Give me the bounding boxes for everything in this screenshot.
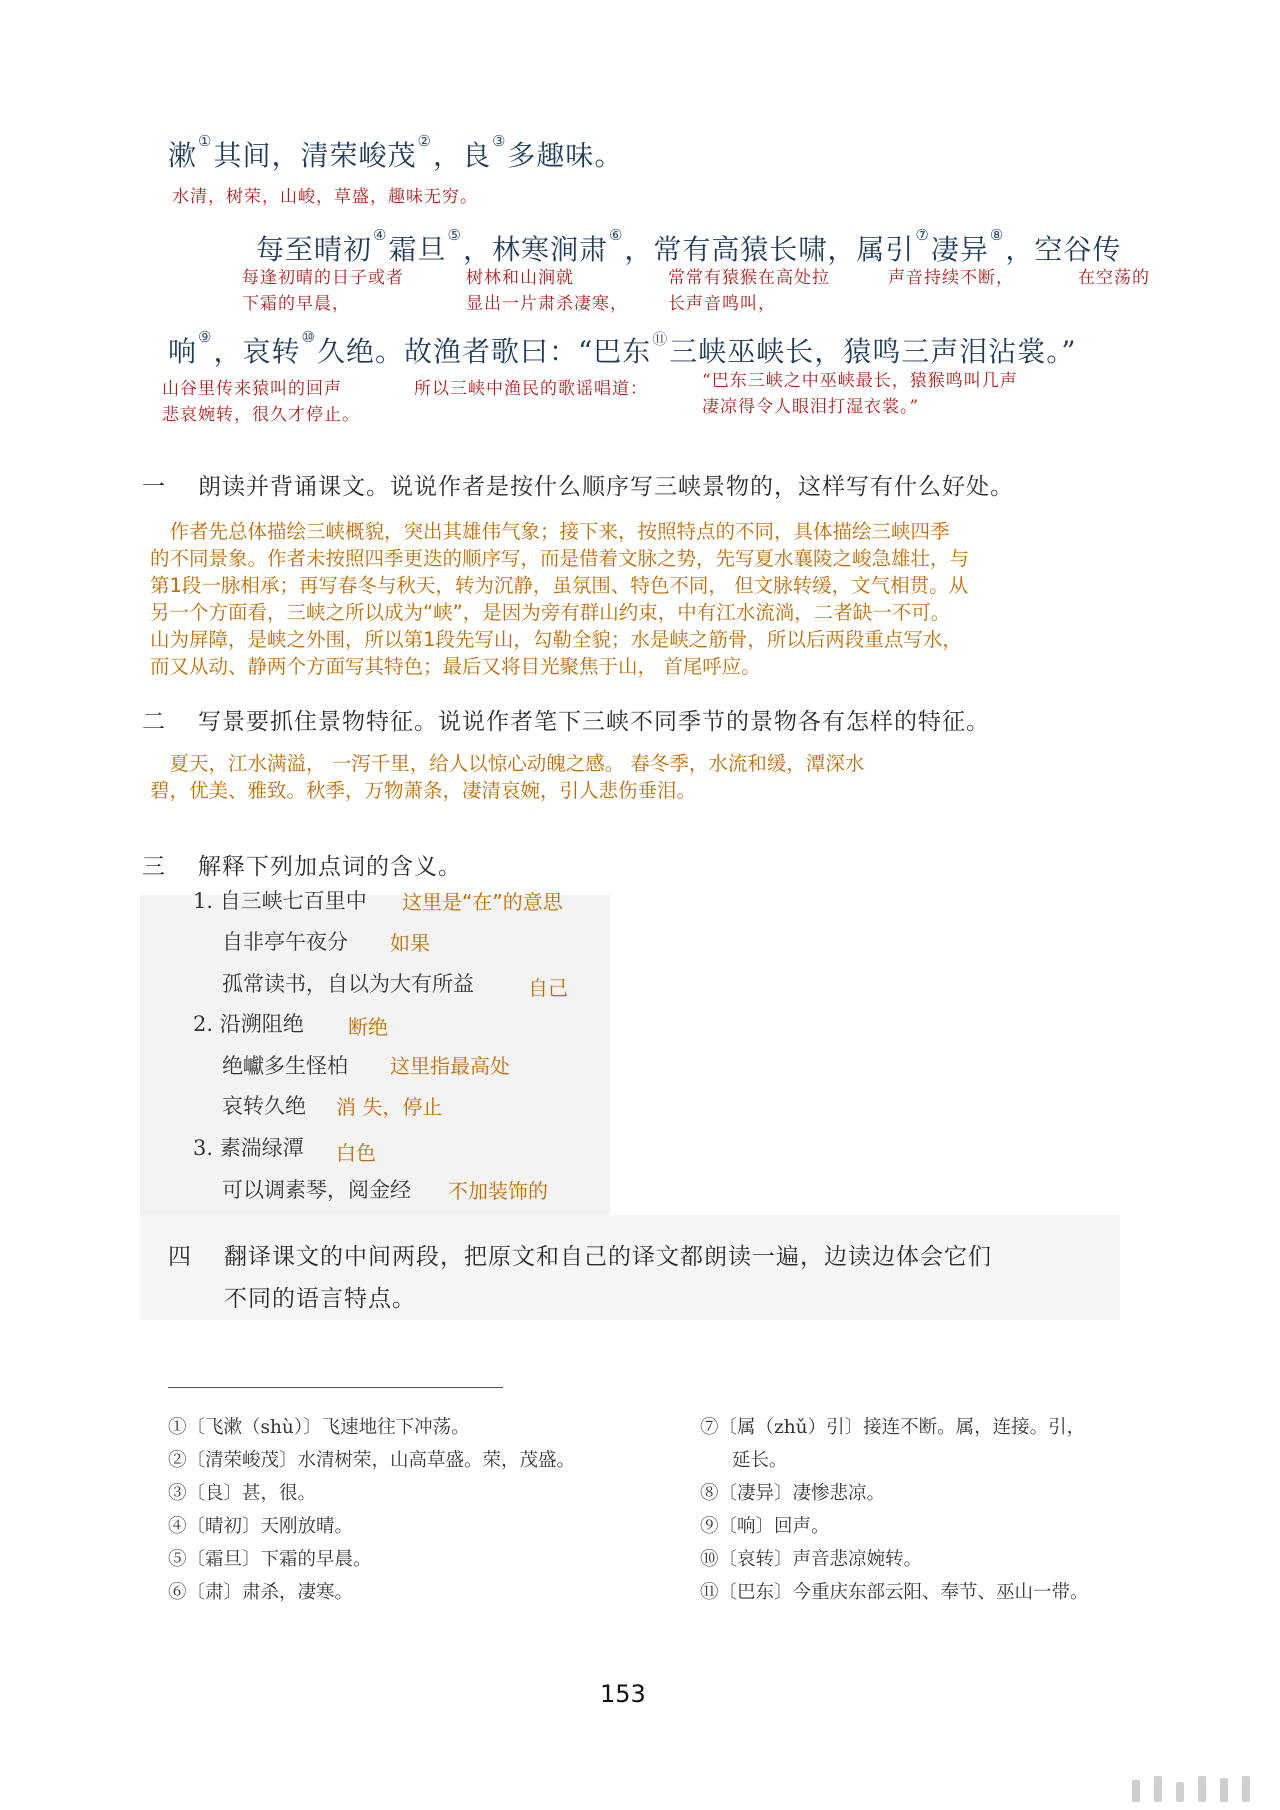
- footnote: ①〔飞漱（shù）〕飞速地往下冲荡。: [168, 1417, 470, 1438]
- note-line: 凄凉得令人眼泪打湿衣裳。”: [702, 397, 920, 417]
- text-segment: ，哀转: [213, 335, 301, 368]
- word-item: 2. 沿溯阻绝: [193, 1012, 304, 1036]
- question-number: 一: [142, 474, 166, 500]
- footnote-separator: [168, 1387, 503, 1388]
- text-segment: 其间，清荣峻茂: [213, 139, 417, 172]
- word-answer: 如果: [390, 931, 430, 955]
- footnote-marker: ⑧: [989, 226, 1005, 244]
- word-answer: 消 失，停止: [336, 1095, 443, 1119]
- word-answer: 白色: [336, 1141, 376, 1165]
- text-segment: 多趣味。: [507, 139, 624, 172]
- question-4: [168, 1238, 992, 1271]
- translation-note-2d: [888, 265, 1014, 291]
- note-line: 树林和山涧就: [466, 268, 574, 288]
- text-line-1: [168, 134, 623, 174]
- footnote: ⑧〔凄异〕凄惨悲凉。: [700, 1483, 886, 1504]
- scan-bar: [1198, 1776, 1206, 1802]
- text-segment: 漱: [168, 139, 198, 172]
- text-segment: 凄异: [930, 233, 989, 266]
- scan-bar: [1132, 1780, 1140, 1802]
- word-item: 3. 素湍绿潭: [193, 1136, 304, 1160]
- translation-note-2b: [466, 265, 628, 317]
- footnote: ②〔清荣峻茂〕水清树荣，山高草盛。荣，茂盛。: [168, 1450, 576, 1471]
- word-answer: 断绝: [348, 1015, 388, 1039]
- text-segment: 久绝。故渔者歌曰：“巴东: [316, 335, 652, 368]
- footnote: ③〔良〕甚，很。: [168, 1483, 317, 1504]
- text-line-2: [256, 228, 1121, 268]
- note-line: 下霜的早晨，: [242, 294, 350, 314]
- word-item: 孤常读书，自以为大有所益: [222, 972, 474, 996]
- question-4-continued: 不同的语言特点。: [224, 1286, 416, 1312]
- footnote-marker: ②: [417, 132, 432, 150]
- footnote-marker: ⑥: [608, 226, 624, 244]
- word-item: 可以调素琴，阅金经: [222, 1178, 411, 1202]
- footnote-marker: ③: [491, 132, 507, 150]
- text-line-3: [168, 330, 1077, 370]
- translation-note-2e: [1078, 265, 1150, 291]
- question-number: 三: [142, 854, 166, 880]
- note-line: 山谷里传来猿叫的回声: [162, 379, 342, 399]
- question-3: [142, 848, 462, 881]
- footnote-marker: ⑪: [652, 330, 669, 348]
- text-segment: 三峡巫峡长，猿鸣三声泪沾裳。”: [669, 335, 1077, 368]
- word-answer: 这里指最高处: [390, 1054, 510, 1078]
- word-item: 1. 自三峡七百里中: [193, 889, 367, 913]
- scan-bar: [1220, 1778, 1228, 1802]
- word-answer: 这里是“在”的意思: [402, 890, 563, 914]
- word-item: 绝巘多生怪柏: [222, 1054, 348, 1078]
- note-line: 所以三峡中渔民的歌谣唱道：: [414, 379, 648, 399]
- word-item: 自非亭午夜分: [222, 930, 348, 954]
- question-text: 朗读并背诵课文。说说作者是按什么顺序写三峡景物的，这样写有什么好处。: [198, 474, 1014, 500]
- footnote: ④〔晴初〕天刚放晴。: [168, 1516, 354, 1537]
- footnote-marker: ⑩: [301, 328, 316, 346]
- page-number: 153: [600, 1680, 646, 1708]
- note-line: 每逢初晴的日子或者: [242, 268, 404, 288]
- question-2: [142, 703, 990, 736]
- translation-note-2a: [242, 265, 404, 317]
- question-text: 解释下列加点词的含义。: [198, 854, 462, 880]
- footnote-marker: ⑨: [198, 328, 213, 346]
- note-line: “巴东三峡之中巫峡最长，猿猴鸣叫几声: [702, 371, 1018, 391]
- note-line: 显出一片肃杀凄寒，: [466, 294, 628, 314]
- footnote: ⑤〔霜旦〕下霜的早晨。: [168, 1549, 372, 1570]
- question-text: 写景要抓住景物特征。说说作者笔下三峡不同季节的景物各有怎样的特征。: [198, 709, 990, 735]
- footnote: ⑨〔响〕回声。: [700, 1516, 830, 1537]
- question-number: 四: [168, 1244, 192, 1270]
- note-line: 常常有猿猴在高处拉: [668, 268, 830, 288]
- text-segment: 霜旦: [388, 233, 447, 266]
- scan-artifact-bars: [1132, 1772, 1250, 1802]
- question-number: 二: [142, 709, 166, 735]
- footnote-marker: ④: [373, 226, 388, 244]
- translation-note-3c: [702, 368, 1018, 420]
- footnote-marker: ①: [198, 132, 213, 150]
- note-line: 长声音鸣叫，: [668, 294, 776, 314]
- translation-note-2c: [668, 265, 830, 317]
- footnote: 延长。: [732, 1450, 788, 1471]
- text-segment: ，林寒涧肃: [462, 233, 608, 266]
- text-segment: 响: [168, 335, 198, 368]
- text-segment: ，空谷传: [1005, 233, 1122, 266]
- question-text: 翻译课文的中间两段，把原文和自己的译文都朗读一遍，边读边体会它们: [224, 1244, 992, 1270]
- question-1: [142, 468, 1014, 501]
- scan-bar: [1242, 1776, 1250, 1802]
- footnote-marker: ⑦: [915, 226, 930, 244]
- footnote: ⑥〔肃〕肃杀，凄寒。: [168, 1582, 354, 1603]
- scan-shade: [140, 895, 610, 1215]
- word-answer: 不加装饰的: [448, 1179, 548, 1203]
- note-line: 悲哀婉转，很久才停止。: [162, 405, 360, 425]
- scan-bar: [1154, 1776, 1162, 1802]
- text-segment: ，常有高猿长啸，属引: [624, 233, 915, 266]
- footnote: ⑪〔巴东〕今重庆东部云阳、奉节、巫山一带。: [700, 1582, 1089, 1603]
- answer-2: 夏天，江水满溢， 一泻千里，给人以惊心动魄之感。 春冬季，水流和缓，潭深水 碧，优美、雅致。秋季，万物萧条，凄清哀婉，引人悲伤垂泪。: [150, 752, 865, 802]
- footnote: ⑩〔哀转〕声音悲凉婉转。: [700, 1549, 923, 1570]
- word-answer: 自己: [528, 976, 568, 1000]
- note-line: 在空荡的: [1078, 268, 1150, 288]
- text-segment: 每至晴初: [256, 233, 373, 266]
- translation-note-3b: [414, 376, 648, 402]
- note-line: 声音持续不断，: [888, 268, 1014, 288]
- word-item: 哀转久绝: [222, 1094, 306, 1118]
- translation-note-3a: [162, 376, 360, 428]
- footnote: ⑦〔属（zhǔ）引〕接连不断。属，连接。引，: [700, 1417, 1086, 1438]
- scan-bar: [1176, 1782, 1184, 1802]
- translation-note-1: 水清，树荣，山峻，草盛，趣味无穷。: [172, 187, 478, 207]
- footnote-marker: ⑤: [447, 226, 462, 244]
- text-segment: ，良: [432, 139, 491, 172]
- answer-1: 作者先总体描绘三峡概貌，突出其雄伟气象；接下来，按照特点的不同，具体描绘三峡四季 的不同景象。作者未按照四季更迭的顺序写，而是借着文脉之势，先写夏水襄陵之峻急雄壮，与 第1段一脉相承；再写春冬与秋天，转为沉静，虽氛围、特色不同， 但文脉转缓，文气相贯。从 另一个方面看，三峡之所以成为“峡”，是因为旁有群山约束，中有江水流淌，二者缺一不可。 山为屏障，是峡之外围，所以第1段先写山，勾勒全貌；水是峡之筋骨，所以后两段重点写水， 而又从动、静两个方面写其特色；最后又将目光聚焦于山， 首尾呼应。: [150, 520, 970, 678]
